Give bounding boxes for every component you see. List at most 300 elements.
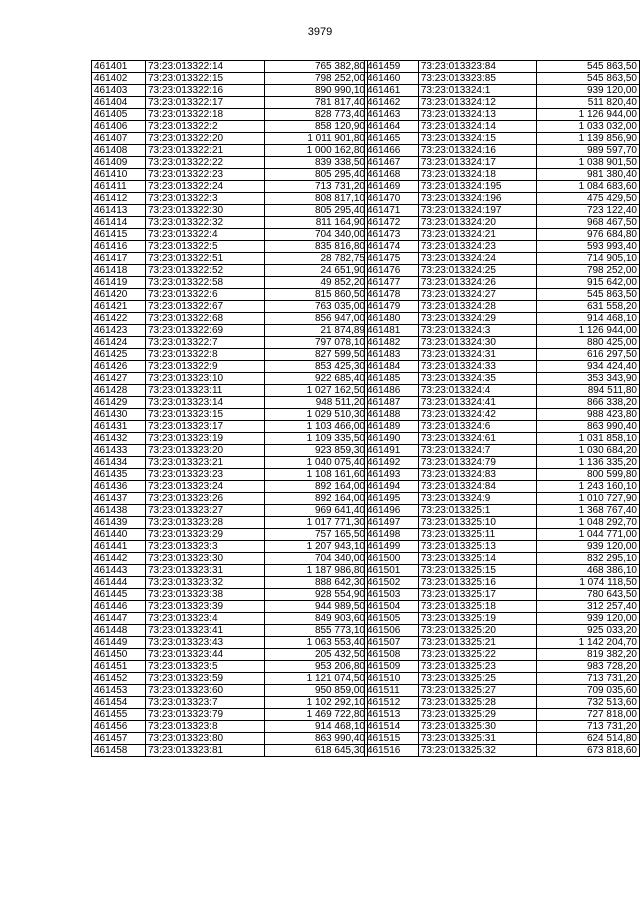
- cadastral-value-cell: 1 126 944,00: [537, 325, 640, 337]
- cadastral-number-cell: 73:23:013322:69: [146, 325, 265, 337]
- cadastral-number-cell: 73:23:013322:68: [146, 313, 265, 325]
- table-row: [365, 589, 640, 601]
- table-row: [365, 541, 640, 553]
- record-number-cell: 461426: [92, 361, 146, 373]
- cadastral-value-cell: 832 295,10: [537, 553, 640, 565]
- cadastral-value-cell: 714 905,10: [537, 253, 640, 265]
- record-number-cell: 461473: [365, 229, 419, 241]
- record-number-cell: 461509: [365, 661, 419, 673]
- cadastral-number-cell: 73:23:013324:12: [418, 97, 537, 109]
- record-number-cell: 461435: [92, 469, 146, 481]
- cadastral-value-cell: 24 651,90: [265, 265, 368, 277]
- cadastral-number-cell: 73:23:013322:23: [146, 169, 265, 181]
- table-row: [92, 313, 368, 325]
- cadastral-number-cell: 73:23:013323:11: [146, 385, 265, 397]
- cadastral-number-cell: 73:23:013322:21: [146, 145, 265, 157]
- cadastral-value-cell: 894 511,80: [537, 385, 640, 397]
- cadastral-number-cell: 73:23:013325:25: [418, 673, 537, 685]
- cadastral-value-cell: 709 035,60: [537, 685, 640, 697]
- table-row: [92, 145, 368, 157]
- record-number-cell: 461402: [92, 73, 146, 85]
- table-row: [365, 205, 640, 217]
- cadastral-number-cell: 73:23:013324:41: [418, 397, 537, 409]
- cadastral-number-cell: 73:23:013324:3: [418, 325, 537, 337]
- cadastral-value-cell: 545 863,50: [537, 73, 640, 85]
- cadastral-number-cell: 73:23:013322:20: [146, 133, 265, 145]
- left-table: [91, 60, 368, 757]
- cadastral-value-cell: 727 818,00: [537, 709, 640, 721]
- record-number-cell: 461478: [365, 289, 419, 301]
- cadastral-number-cell: 73:23:013325:27: [418, 685, 537, 697]
- record-number-cell: 461447: [92, 613, 146, 625]
- cadastral-value-cell: 1 040 075,40: [265, 457, 368, 469]
- cadastral-value-cell: 1 038 901,50: [537, 157, 640, 169]
- cadastral-number-cell: 73:23:013323:15: [146, 409, 265, 421]
- record-number-cell: 461433: [92, 445, 146, 457]
- record-number-cell: 461483: [365, 349, 419, 361]
- cadastral-number-cell: 73:23:013322:4: [146, 229, 265, 241]
- cadastral-number-cell: 73:23:013324:83: [418, 469, 537, 481]
- record-number-cell: 461485: [365, 373, 419, 385]
- table-row: [92, 169, 368, 181]
- table-row: [365, 361, 640, 373]
- table-row: [92, 85, 368, 97]
- cadastral-number-cell: 73:23:013322:51: [146, 253, 265, 265]
- table-row: [365, 409, 640, 421]
- cadastral-value-cell: 1 469 722,80: [265, 709, 368, 721]
- cadastral-value-cell: 928 554,90: [265, 589, 368, 601]
- cadastral-value-cell: 616 297,50: [537, 349, 640, 361]
- table-row: [365, 421, 640, 433]
- cadastral-number-cell: 73:23:013322:9: [146, 361, 265, 373]
- table-row: [365, 433, 640, 445]
- table-row: [365, 553, 640, 565]
- table-row: [365, 661, 640, 673]
- table-row: [365, 145, 640, 157]
- cadastral-value-cell: 976 684,80: [537, 229, 640, 241]
- table-row: [365, 445, 640, 457]
- cadastral-number-cell: 73:23:013324:18: [418, 169, 537, 181]
- table-row: [365, 277, 640, 289]
- cadastral-number-cell: 73:23:013323:43: [146, 637, 265, 649]
- cadastral-number-cell: 73:23:013324:23: [418, 241, 537, 253]
- cadastral-value-cell: 713 731,20: [537, 673, 640, 685]
- table-row: [92, 445, 368, 457]
- cadastral-value-cell: 981 380,40: [537, 169, 640, 181]
- table-row: [92, 469, 368, 481]
- table-row: [92, 217, 368, 229]
- record-number-cell: 461414: [92, 217, 146, 229]
- cadastral-number-cell: 73:23:013323:79: [146, 709, 265, 721]
- cadastral-value-cell: 21 874,89: [265, 325, 368, 337]
- cadastral-number-cell: 73:23:013324:31: [418, 349, 537, 361]
- record-number-cell: 461464: [365, 121, 419, 133]
- cadastral-value-cell: 863 990,40: [537, 421, 640, 433]
- cadastral-value-cell: 1 031 858,10: [537, 433, 640, 445]
- record-number-cell: 461470: [365, 193, 419, 205]
- record-number-cell: 461486: [365, 385, 419, 397]
- cadastral-value-cell: 827 599,50: [265, 349, 368, 361]
- record-number-cell: 461432: [92, 433, 146, 445]
- cadastral-number-cell: 73:23:013323:27: [146, 505, 265, 517]
- table-row: [92, 517, 368, 529]
- cadastral-number-cell: 73:23:013323:5: [146, 661, 265, 673]
- page-number: 3979: [307, 26, 333, 38]
- cadastral-number-cell: 73:23:013323:28: [146, 517, 265, 529]
- record-number-cell: 461430: [92, 409, 146, 421]
- table-row: [92, 637, 368, 649]
- record-number-cell: 461491: [365, 445, 419, 457]
- table-row: [92, 325, 368, 337]
- cadastral-value-cell: 631 558,20: [537, 301, 640, 313]
- cadastral-value-cell: 892 164,00: [265, 493, 368, 505]
- cadastral-value-cell: 205 432,50: [265, 649, 368, 661]
- cadastral-value-cell: 781 817,40: [265, 97, 368, 109]
- cadastral-number-cell: 73:23:013323:26: [146, 493, 265, 505]
- cadastral-number-cell: 73:23:013324:197: [418, 205, 537, 217]
- record-number-cell: 461439: [92, 517, 146, 529]
- cadastral-number-cell: 73:23:013324:79: [418, 457, 537, 469]
- table-row: [92, 361, 368, 373]
- cadastral-number-cell: 73:23:013324:33: [418, 361, 537, 373]
- cadastral-value-cell: 798 252,00: [265, 73, 368, 85]
- table-row: [365, 517, 640, 529]
- cadastral-number-cell: 73:23:013323:17: [146, 421, 265, 433]
- table-row: [92, 733, 368, 745]
- cadastral-number-cell: 73:23:013322:14: [146, 61, 265, 73]
- cadastral-number-cell: 73:23:013323:24: [146, 481, 265, 493]
- cadastral-value-cell: 890 990,10: [265, 85, 368, 97]
- cadastral-value-cell: 989 597,70: [537, 145, 640, 157]
- table-row: [365, 697, 640, 709]
- cadastral-value-cell: 545 863,50: [537, 289, 640, 301]
- record-number-cell: 461516: [365, 745, 419, 757]
- table-row: [365, 457, 640, 469]
- cadastral-number-cell: 73:23:013324:26: [418, 277, 537, 289]
- table-row: [92, 661, 368, 673]
- record-number-cell: 461443: [92, 565, 146, 577]
- cadastral-value-cell: 808 817,10: [265, 193, 368, 205]
- cadastral-number-cell: 73:23:013322:2: [146, 121, 265, 133]
- table-row: [365, 73, 640, 85]
- record-number-cell: 461515: [365, 733, 419, 745]
- cadastral-value-cell: 618 645,30: [265, 745, 368, 757]
- record-number-cell: 461502: [365, 577, 419, 589]
- cadastral-number-cell: 73:23:013322:15: [146, 73, 265, 85]
- cadastral-value-cell: 1 027 162,50: [265, 385, 368, 397]
- record-number-cell: 461423: [92, 325, 146, 337]
- record-number-cell: 461431: [92, 421, 146, 433]
- record-number-cell: 461410: [92, 169, 146, 181]
- cadastral-number-cell: 73:23:013324:28: [418, 301, 537, 313]
- record-number-cell: 461455: [92, 709, 146, 721]
- cadastral-number-cell: 73:23:013323:19: [146, 433, 265, 445]
- cadastral-number-cell: 73:23:013322:52: [146, 265, 265, 277]
- record-number-cell: 461492: [365, 457, 419, 469]
- table-row: [92, 253, 368, 265]
- cadastral-value-cell: 1 368 767,40: [537, 505, 640, 517]
- cadastral-number-cell: 73:23:013324:9: [418, 493, 537, 505]
- cadastral-number-cell: 73:23:013325:11: [418, 529, 537, 541]
- cadastral-value-cell: 969 641,40: [265, 505, 368, 517]
- cadastral-number-cell: 73:23:013322:6: [146, 289, 265, 301]
- record-number-cell: 461421: [92, 301, 146, 313]
- table-row: [92, 697, 368, 709]
- table-row: [365, 217, 640, 229]
- record-number-cell: 461445: [92, 589, 146, 601]
- cadastral-number-cell: 73:23:013322:7: [146, 337, 265, 349]
- table-row: [365, 505, 640, 517]
- table-row: [365, 253, 640, 265]
- record-number-cell: 461411: [92, 181, 146, 193]
- table-row: [92, 601, 368, 613]
- table-row: [365, 709, 640, 721]
- cadastral-value-cell: 1 243 160,10: [537, 481, 640, 493]
- cadastral-value-cell: 925 033,20: [537, 625, 640, 637]
- cadastral-number-cell: 73:23:013322:5: [146, 241, 265, 253]
- cadastral-value-cell: 798 252,00: [537, 265, 640, 277]
- record-number-cell: 461424: [92, 337, 146, 349]
- cadastral-value-cell: 353 343,90: [537, 373, 640, 385]
- table-row: [365, 373, 640, 385]
- record-number-cell: 461512: [365, 697, 419, 709]
- table-row: [365, 745, 640, 757]
- cadastral-number-cell: 73:23:013324:6: [418, 421, 537, 433]
- record-number-cell: 461475: [365, 253, 419, 265]
- table-row: [92, 265, 368, 277]
- record-number-cell: 461408: [92, 145, 146, 157]
- record-number-cell: 461425: [92, 349, 146, 361]
- cadastral-value-cell: 312 257,40: [537, 601, 640, 613]
- table-row: [365, 133, 640, 145]
- record-number-cell: 461500: [365, 553, 419, 565]
- cadastral-value-cell: 853 425,30: [265, 361, 368, 373]
- cadastral-number-cell: 73:23:013323:60: [146, 685, 265, 697]
- cadastral-number-cell: 73:23:013323:7: [146, 697, 265, 709]
- cadastral-value-cell: 723 122,40: [537, 205, 640, 217]
- cadastral-value-cell: 49 852,20: [265, 277, 368, 289]
- cadastral-number-cell: 73:23:013323:32: [146, 577, 265, 589]
- cadastral-value-cell: 934 424,40: [537, 361, 640, 373]
- cadastral-value-cell: 1 103 466,00: [265, 421, 368, 433]
- record-number-cell: 461508: [365, 649, 419, 661]
- table-row: [92, 625, 368, 637]
- table-row: [365, 349, 640, 361]
- record-number-cell: 461444: [92, 577, 146, 589]
- cadastral-number-cell: 73:23:013324:17: [418, 157, 537, 169]
- cadastral-number-cell: 73:23:013324:61: [418, 433, 537, 445]
- cadastral-value-cell: 922 685,40: [265, 373, 368, 385]
- table-row: [92, 229, 368, 241]
- record-number-cell: 461437: [92, 493, 146, 505]
- cadastral-value-cell: 948 511,20: [265, 397, 368, 409]
- cadastral-number-cell: 73:23:013324:14: [418, 121, 537, 133]
- cadastral-value-cell: 624 514,80: [537, 733, 640, 745]
- table-row: [92, 457, 368, 469]
- cadastral-value-cell: 1 207 943,10: [265, 541, 368, 553]
- record-number-cell: 461463: [365, 109, 419, 121]
- cadastral-number-cell: 73:23:013324:195: [418, 181, 537, 193]
- record-number-cell: 461441: [92, 541, 146, 553]
- table-row: [365, 265, 640, 277]
- cadastral-value-cell: 915 642,00: [537, 277, 640, 289]
- record-number-cell: 461427: [92, 373, 146, 385]
- record-number-cell: 461409: [92, 157, 146, 169]
- record-number-cell: 461496: [365, 505, 419, 517]
- record-number-cell: 461501: [365, 565, 419, 577]
- record-number-cell: 461480: [365, 313, 419, 325]
- table-row: [365, 673, 640, 685]
- record-number-cell: 461413: [92, 205, 146, 217]
- cadastral-number-cell: 73:23:013323:29: [146, 529, 265, 541]
- table-row: [92, 133, 368, 145]
- record-number-cell: 461422: [92, 313, 146, 325]
- cadastral-value-cell: 1 033 032,00: [537, 121, 640, 133]
- table-row: [92, 61, 368, 73]
- table-row: [92, 385, 368, 397]
- cadastral-value-cell: 1 010 727,90: [537, 493, 640, 505]
- cadastral-value-cell: 1 044 771,00: [537, 529, 640, 541]
- cadastral-number-cell: 73:23:013325:15: [418, 565, 537, 577]
- table-row: [365, 181, 640, 193]
- cadastral-number-cell: 73:23:013323:21: [146, 457, 265, 469]
- cadastral-number-cell: 73:23:013322:58: [146, 277, 265, 289]
- table-row: [92, 421, 368, 433]
- table-row: [92, 613, 368, 625]
- record-number-cell: 461442: [92, 553, 146, 565]
- table-row: [92, 709, 368, 721]
- record-number-cell: 461490: [365, 433, 419, 445]
- table-row: [365, 241, 640, 253]
- table-row: [92, 337, 368, 349]
- cadastral-number-cell: 73:23:013323:10: [146, 373, 265, 385]
- cadastral-number-cell: 73:23:013323:4: [146, 613, 265, 625]
- table-row: [365, 97, 640, 109]
- table-row: [365, 481, 640, 493]
- record-number-cell: 461412: [92, 193, 146, 205]
- cadastral-number-cell: 73:23:013322:32: [146, 217, 265, 229]
- table-row: [365, 649, 640, 661]
- table-row: [92, 277, 368, 289]
- cadastral-number-cell: 73:23:013323:38: [146, 589, 265, 601]
- cadastral-number-cell: 73:23:013325:28: [418, 697, 537, 709]
- cadastral-number-cell: 73:23:013323:31: [146, 565, 265, 577]
- table-row: [365, 157, 640, 169]
- table-row: [365, 193, 640, 205]
- cadastral-value-cell: 1 011 901,80: [265, 133, 368, 145]
- table-row: [92, 685, 368, 697]
- cadastral-value-cell: 939 120,00: [537, 85, 640, 97]
- record-number-cell: 461418: [92, 265, 146, 277]
- record-number-cell: 461440: [92, 529, 146, 541]
- cadastral-number-cell: 73:23:013323:3: [146, 541, 265, 553]
- cadastral-number-cell: 73:23:013323:84: [418, 61, 537, 73]
- cadastral-value-cell: 828 773,40: [265, 109, 368, 121]
- record-number-cell: 461474: [365, 241, 419, 253]
- record-number-cell: 461493: [365, 469, 419, 481]
- cadastral-number-cell: 73:23:013324:15: [418, 133, 537, 145]
- table-row: [365, 637, 640, 649]
- record-number-cell: 461460: [365, 73, 419, 85]
- cadastral-number-cell: 73:23:013325:31: [418, 733, 537, 745]
- cadastral-value-cell: 1 084 683,60: [537, 181, 640, 193]
- table-row: [92, 409, 368, 421]
- cadastral-number-cell: 73:23:013325:22: [418, 649, 537, 661]
- record-number-cell: 461499: [365, 541, 419, 553]
- table-row: [92, 121, 368, 133]
- table-row: [92, 577, 368, 589]
- cadastral-value-cell: 1 029 510,30: [265, 409, 368, 421]
- table-row: [92, 589, 368, 601]
- record-number-cell: 461452: [92, 673, 146, 685]
- cadastral-value-cell: 28 782,75: [265, 253, 368, 265]
- table-row: [365, 337, 640, 349]
- cadastral-number-cell: 73:23:013324:13: [418, 109, 537, 121]
- record-number-cell: 461497: [365, 517, 419, 529]
- cadastral-number-cell: 73:23:013325:18: [418, 601, 537, 613]
- record-number-cell: 461401: [92, 61, 146, 73]
- cadastral-value-cell: 835 816,80: [265, 241, 368, 253]
- table-row: [365, 61, 640, 73]
- cadastral-value-cell: 866 338,20: [537, 397, 640, 409]
- record-number-cell: 461457: [92, 733, 146, 745]
- cadastral-value-cell: 763 035,00: [265, 301, 368, 313]
- table-row: [365, 85, 640, 97]
- cadastral-number-cell: 73:23:013322:30: [146, 205, 265, 217]
- cadastral-number-cell: 73:23:013324:1: [418, 85, 537, 97]
- record-number-cell: 461403: [92, 85, 146, 97]
- cadastral-value-cell: 849 903,60: [265, 613, 368, 625]
- cadastral-number-cell: 73:23:013325:10: [418, 517, 537, 529]
- cadastral-value-cell: 880 425,00: [537, 337, 640, 349]
- table-row: [365, 601, 640, 613]
- record-number-cell: 461494: [365, 481, 419, 493]
- cadastral-number-cell: 73:23:013325:17: [418, 589, 537, 601]
- record-number-cell: 461405: [92, 109, 146, 121]
- record-number-cell: 461489: [365, 421, 419, 433]
- record-number-cell: 461459: [365, 61, 419, 73]
- record-number-cell: 461507: [365, 637, 419, 649]
- table-row: [365, 529, 640, 541]
- record-number-cell: 461417: [92, 253, 146, 265]
- record-number-cell: 461479: [365, 301, 419, 313]
- cadastral-number-cell: 73:23:013324:84: [418, 481, 537, 493]
- cadastral-value-cell: 475 429,50: [537, 193, 640, 205]
- cadastral-value-cell: 1 108 161,60: [265, 469, 368, 481]
- record-number-cell: 461472: [365, 217, 419, 229]
- table-row: [92, 301, 368, 313]
- cadastral-number-cell: 73:23:013325:16: [418, 577, 537, 589]
- cadastral-number-cell: 73:23:013322:8: [146, 349, 265, 361]
- cadastral-value-cell: 939 120,00: [537, 613, 640, 625]
- cadastral-value-cell: 805 295,40: [265, 169, 368, 181]
- cadastral-number-cell: 73:23:013324:20: [418, 217, 537, 229]
- record-number-cell: 461454: [92, 697, 146, 709]
- record-number-cell: 461476: [365, 265, 419, 277]
- table-row: [365, 469, 640, 481]
- table-row: [92, 205, 368, 217]
- cadastral-number-cell: 73:23:013323:23: [146, 469, 265, 481]
- cadastral-value-cell: 593 993,40: [537, 241, 640, 253]
- cadastral-value-cell: 713 731,20: [265, 181, 368, 193]
- cadastral-number-cell: 73:23:013323:20: [146, 445, 265, 457]
- record-number-cell: 461495: [365, 493, 419, 505]
- record-number-cell: 461453: [92, 685, 146, 697]
- table-row: [365, 397, 640, 409]
- table-row: [92, 433, 368, 445]
- record-number-cell: 461477: [365, 277, 419, 289]
- cadastral-number-cell: 73:23:013323:81: [146, 745, 265, 757]
